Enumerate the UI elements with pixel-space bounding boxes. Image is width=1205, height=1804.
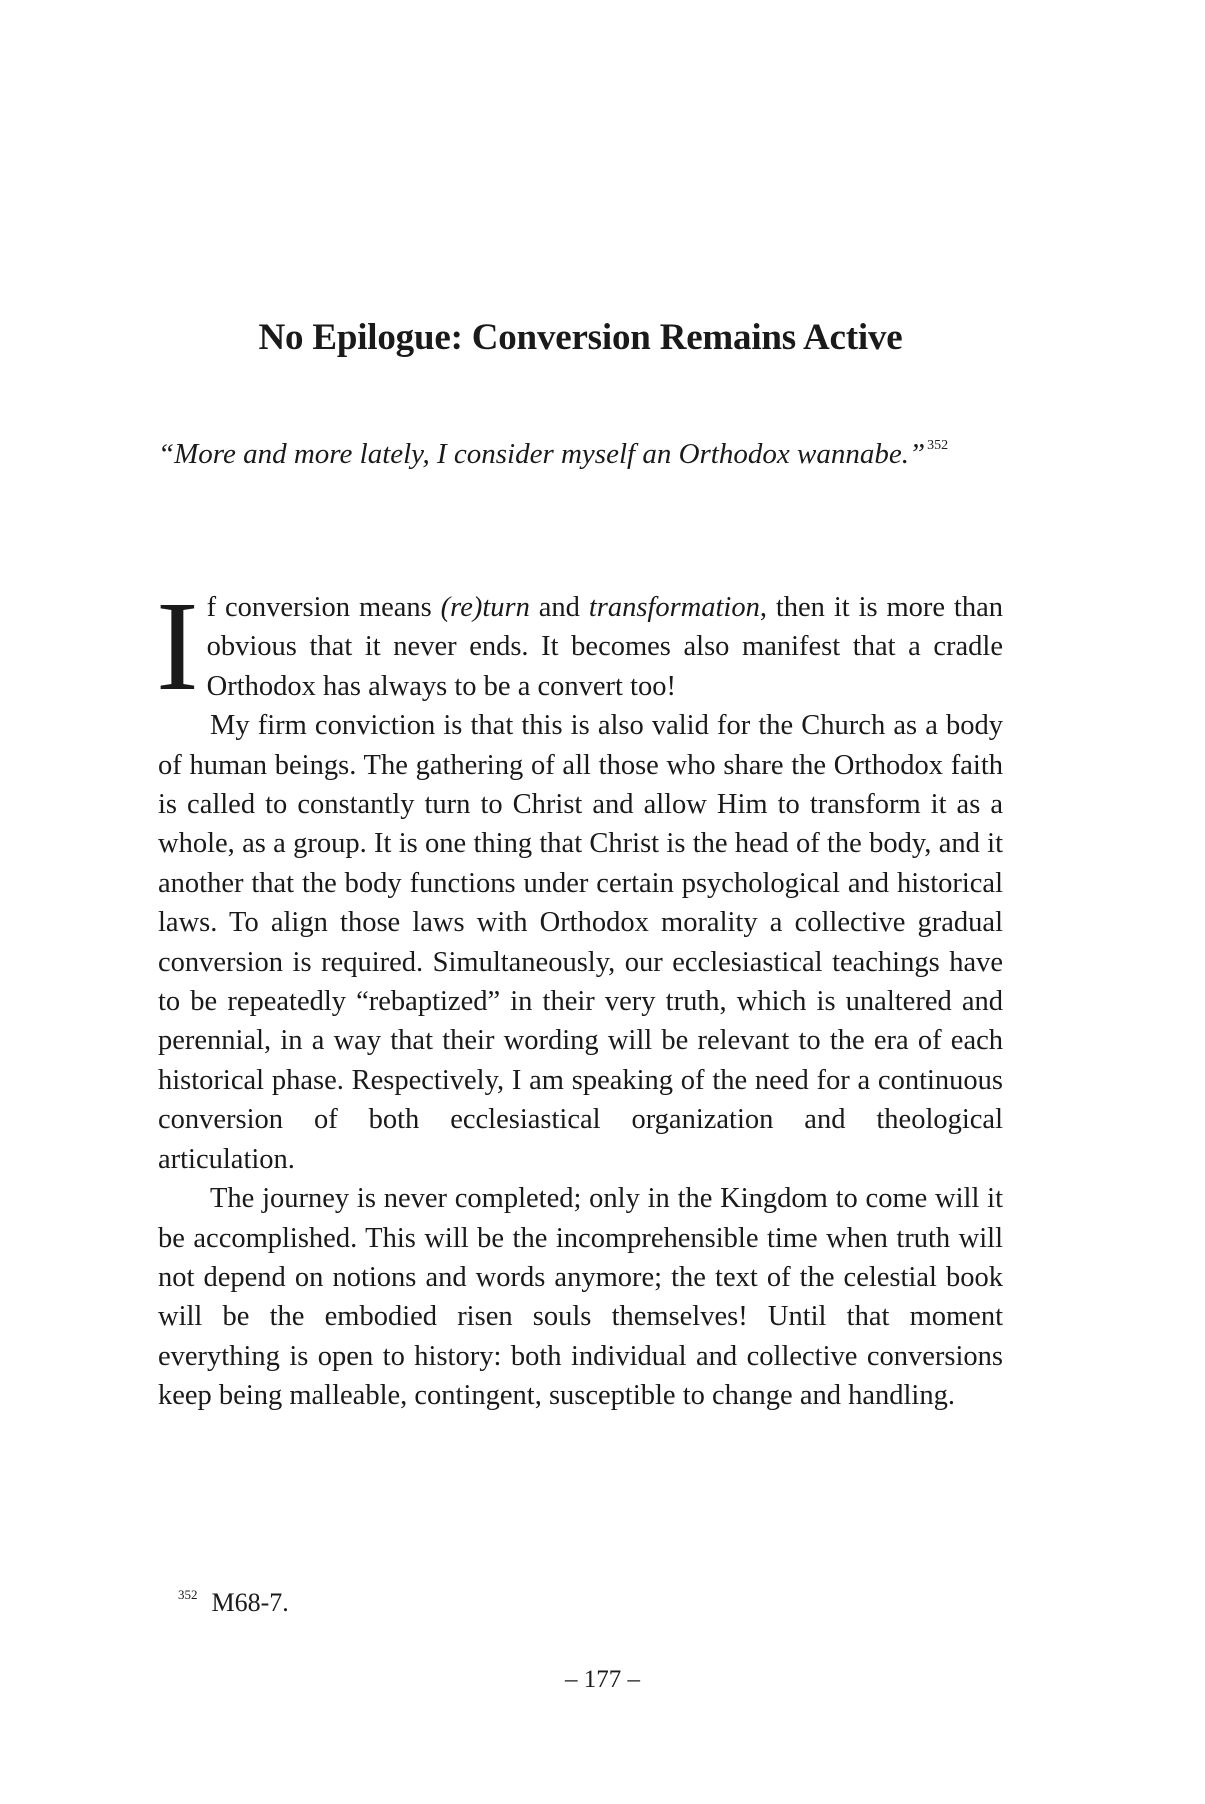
drop-cap: I	[156, 575, 199, 717]
paragraph-1-text-a: f conversion means	[206, 592, 441, 623]
paragraph-2: My firm conviction is that this is also valid for the Church as a body of human beings. The gathering of all those who share the Orthodox faith is called to constantly turn to Christ and allow Him to transform it as a whole, as a group. It is one thing that Christ is the head of the body, and it another that the body functions under certain psychological and historical laws. To align those laws with Orthodox morality a collective gradual conversion is required. Simultaneously, our ecclesiastical teachings have to be repeatedly “rebaptized” in their very truth, which is unaltered and perennial, in a way that their wording will be relevant to the era of each historical phase. Respectively, I am speaking of the need for a continuous conversion of both ecclesiastical organization and theological articulation.	[158, 710, 1003, 1175]
body-text	[156, 575, 1003, 1416]
chapter-title: No Epilogue: Conversion Remains Active	[258, 317, 903, 358]
footnote	[178, 1587, 289, 1618]
footnote-text: M68-7.	[211, 1588, 289, 1617]
epigraph-footnote-ref[interactable]: 352	[927, 438, 949, 453]
paragraph-3: The journey is never completed; only in the Kingdom to come will it be accomplished. This will be the incomprehensible time when truth will not depend on notions and words anymore; the text of the celestial book will be the embodied risen souls themselves! Until that moment everything is open to history: both individual and collective conversions keep being malleable, contingent, susceptible to change and handling.	[158, 1183, 1003, 1412]
paragraph-1-text-b: and	[529, 592, 589, 623]
page-number: – 177 –	[565, 1666, 640, 1693]
emphasis-return: (re)turn	[440, 592, 530, 623]
paragraph-1-text-c: , then it is more than obvious that it never ends. It becomes also manifest that a cradle Orthodox has always to be a convert too!	[206, 592, 1003, 702]
epigraph	[158, 438, 1038, 471]
epigraph-text: “More and more lately, I consider myself an Orthodox wannabe.”	[158, 438, 926, 470]
footnote-number: 352	[178, 1587, 198, 1602]
paragraph-1	[156, 575, 1003, 717]
emphasis-transformation: transformation	[588, 592, 760, 623]
